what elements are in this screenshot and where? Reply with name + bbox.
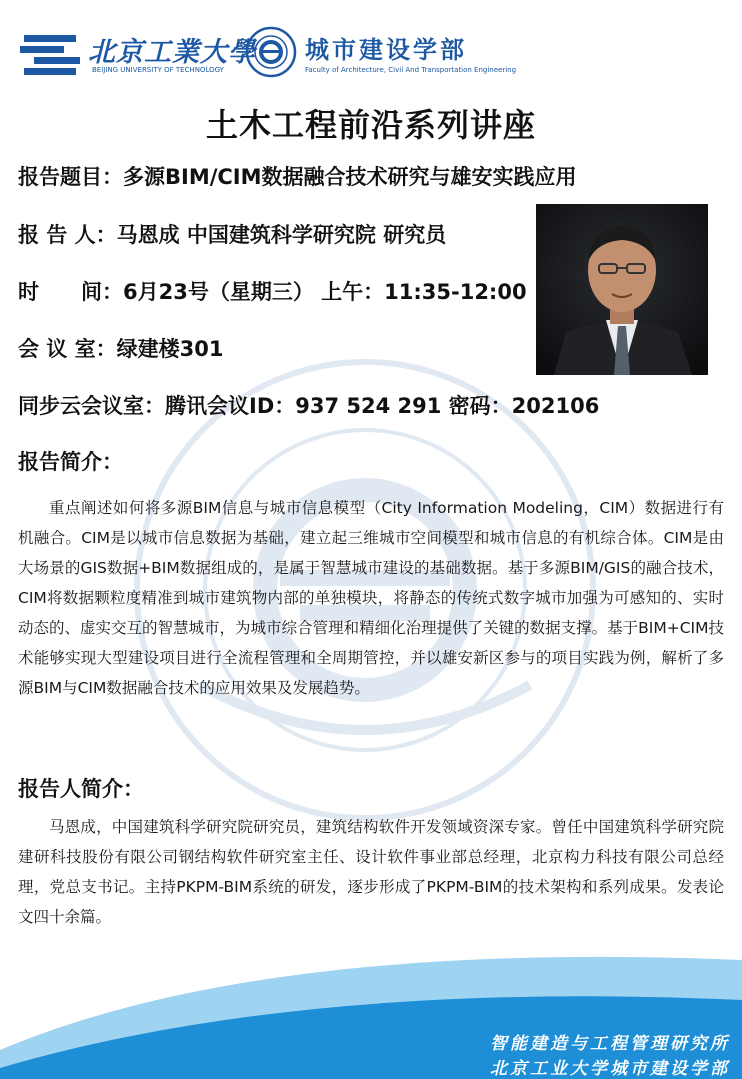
faculty-logo <box>245 26 517 78</box>
room-label: 会 议 室： <box>18 337 117 361</box>
online-meeting-label: 同步云会议室： <box>18 394 165 418</box>
time-label: 时 间： <box>18 280 123 304</box>
bio-heading: 报告人简介： <box>18 777 144 801</box>
online-meeting-value: 腾讯会议ID：937 524 291 密码：202106 <box>165 394 600 418</box>
topic-value: 多源BIM/CIM数据融合技术研究与雄安实践应用 <box>123 165 577 189</box>
speaker-photo <box>536 204 708 375</box>
room-row <box>18 333 223 363</box>
footer-faculty: 北京工业大学城市建设学部 <box>490 1059 730 1079</box>
faculty-name-en: Faculty of Architecture, Civil And Transportation Engineering <box>305 66 517 74</box>
footer-institute: 智能建造与工程管理研究所 <box>490 1034 730 1054</box>
time-row <box>18 276 527 306</box>
bjut-logo <box>20 30 256 80</box>
speaker-value: 马恩成 中国建筑科学研究院 研究员 <box>116 223 447 247</box>
topic-label: 报告题目： <box>18 165 123 189</box>
speaker-label: 报 告 人： <box>18 223 117 247</box>
abstract-heading: 报告简介： <box>18 450 123 474</box>
bjut-name-cn: 北京工業大學 <box>88 37 256 68</box>
page-title: 土木工程前沿系列讲座 <box>205 106 536 144</box>
bio-text: 马恩成，中国建筑科学研究院研究员，建筑结构软件开发领域资深专家。曾任中国建筑科学研究院建研科技股份有限公司钢结构软件研究室主任、设计软件事业部总经理，北京构力科技有限公司总经理，党总支书记。主持PKPM-BIM系统的研发，逐步形成了PKPM-BIM的技术架构和系列成果。发表论文四十余篇。 <box>18 818 724 926</box>
room-value: 绿建楼301 <box>116 337 224 361</box>
speaker-row <box>18 219 446 249</box>
abstract-text: 重点阐述如何将多源BIM信息与城市信息模型（City Information Modeling，CIM）数据进行有机融合。CIM是以城市信息数据为基础，建立起三维城市空间模型和城市信息的有机综合体。CIM是由大场景的GIS数据+BIM数据组成的，是属于智慧城市建设的基础数据。基于多源BIM/GIS的融合技术，CIM将数据颗粒度精准到城市建筑物内部的单独模块，将静态的传统式数字城市加强为可感知的、实时动态的、虚实交互的智慧城市，为城市综合管理和精细化治理提供了关键的数据支撑。基于BIM+CIM技术能够实现大型建设项目进行全流程管理和全周期管控，并以雄安新区参与的项目实践为例，解析了多源BIM与CIM数据融合技术的应用效果及发展趋势。 <box>18 499 724 697</box>
online-meeting-row <box>18 390 599 420</box>
faculty-name-cn: 城市建设学部 <box>305 35 467 64</box>
faculty-seal-icon <box>245 26 297 78</box>
time-value: 6月23号（星期三） 上午：11:35-12:00 <box>123 280 527 304</box>
bjut-emblem-icon <box>20 33 80 77</box>
topic-row <box>18 161 577 191</box>
bjut-name-en: BEIJING UNIVERSITY OF TECHNOLOGY <box>92 66 224 74</box>
